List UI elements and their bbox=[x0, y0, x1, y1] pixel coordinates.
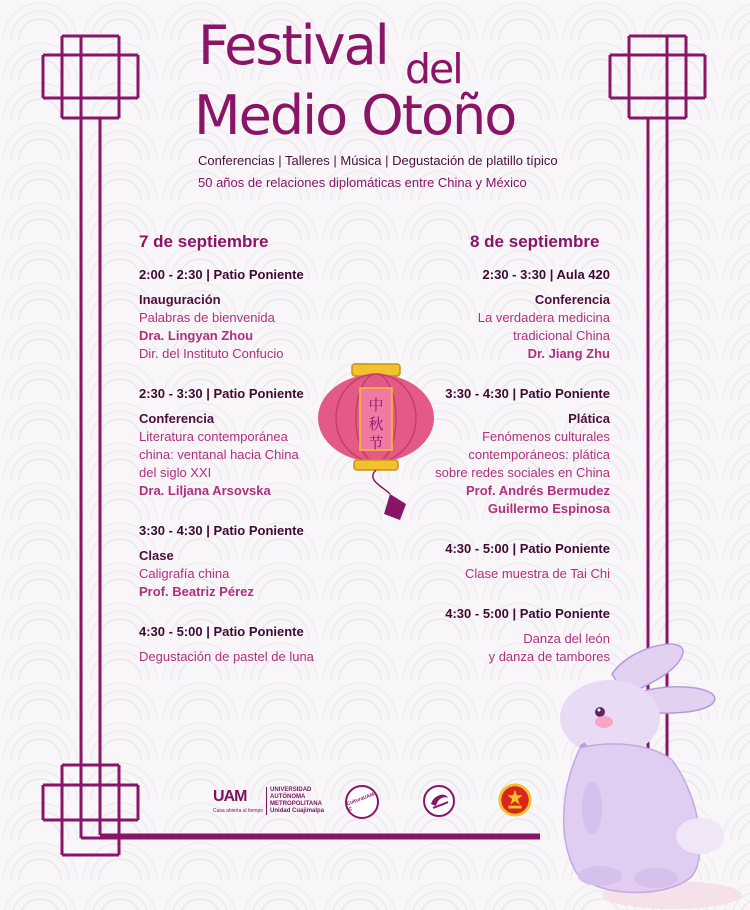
event-time: 2:30 - 3:30 | Aula 420 bbox=[482, 267, 610, 282]
event-type: Conferencia bbox=[534, 292, 610, 307]
event-speaker: Prof. Beatriz Pérez bbox=[139, 584, 254, 599]
uam-line-4: Unidad Cuajimalpa bbox=[270, 808, 325, 814]
cultura-uam-logo bbox=[345, 785, 379, 819]
event-time: 4:30 - 5:00 | Patio Poniente bbox=[445, 541, 610, 556]
event-speaker: Dra. Lingyan Zhou bbox=[139, 328, 254, 343]
event-description: y danza de tambores bbox=[488, 649, 610, 664]
event-description: del siglo XXI bbox=[139, 465, 212, 480]
event-time: 2:00 - 2:30 | Patio Poniente bbox=[139, 267, 304, 282]
event-time: 4:30 - 5:00 | Patio Poniente bbox=[139, 624, 304, 639]
event-time: 3:30 - 4:30 | Patio Poniente bbox=[445, 386, 610, 401]
event-type: Inauguración bbox=[139, 292, 221, 307]
uam-logo bbox=[213, 787, 324, 815]
rabbit-illustration bbox=[552, 640, 750, 910]
event-description: contemporáneos: plática bbox=[468, 447, 610, 462]
event-speaker: Dra. Liljana Arsovska bbox=[139, 483, 271, 498]
event-block bbox=[139, 522, 349, 601]
event-speaker: Dr. Jiang Zhu bbox=[527, 346, 610, 361]
uam-line-3: METROPOLITANA bbox=[270, 801, 322, 807]
event-description: Palabras de bienvenida bbox=[139, 310, 275, 325]
event-description: tradicional China bbox=[513, 328, 610, 343]
subtitle-activities: Conferencias | Talleres | Música | Degustación de platillo típico bbox=[198, 153, 558, 168]
lantern-tassel bbox=[384, 494, 406, 520]
event-type: Conferencia bbox=[139, 411, 215, 426]
event-time: 4:30 - 5:00 | Patio Poniente bbox=[445, 606, 610, 621]
rabbit-eye bbox=[595, 707, 605, 717]
day2-date: 8 de septiembre bbox=[470, 232, 600, 251]
event-description: sobre redes sociales en China bbox=[435, 465, 610, 480]
lantern-char-2: 秋 bbox=[368, 415, 384, 433]
event-description: Degustación de pastel de luna bbox=[139, 649, 314, 664]
rabbit-cheek bbox=[595, 716, 613, 728]
uam-logo-mark: UAM bbox=[213, 788, 247, 805]
event-description: Fenómenos culturales bbox=[482, 429, 610, 444]
day1-date: 7 de septiembre bbox=[139, 232, 269, 251]
event-type: Clase bbox=[139, 548, 174, 563]
title-medio-otono: Medio Otoño bbox=[194, 84, 516, 147]
event-description: china: ventanal hacia China bbox=[139, 447, 299, 462]
event-description: Caligrafía china bbox=[139, 566, 230, 581]
event-time: 2:30 - 3:30 | Patio Poniente bbox=[139, 386, 304, 401]
uam-line-1: UNIVERSIDAD bbox=[270, 787, 312, 793]
event-time: 3:30 - 4:30 | Patio Poniente bbox=[139, 523, 304, 538]
lantern-char-1: 中 bbox=[368, 396, 384, 414]
event-speaker: Guillermo Espinosa bbox=[487, 501, 610, 516]
event-block bbox=[398, 540, 610, 583]
event-description: Clase muestra de Tai Chi bbox=[465, 566, 610, 581]
rabbit-tail bbox=[676, 818, 724, 854]
event-speaker: Prof. Andrés Bermudez bbox=[466, 483, 610, 498]
subtitle-anniversary: 50 años de relaciones diplomáticas entre China y México bbox=[198, 175, 527, 190]
confucius-institute-logo bbox=[422, 784, 456, 818]
uam-line-2: AUTÓNOMA bbox=[270, 794, 306, 800]
lantern-char-3: 节 bbox=[368, 434, 384, 452]
event-speaker-title: Dir. del Instituto Confucio bbox=[139, 346, 284, 361]
china-emblem-logo bbox=[498, 783, 532, 817]
uam-slogan: Casa abierta al tiempo bbox=[213, 808, 264, 814]
event-description: Danza del león bbox=[523, 631, 610, 646]
event-block bbox=[139, 266, 349, 363]
lantern-bottom-cap bbox=[354, 460, 398, 470]
event-type: Plática bbox=[568, 411, 610, 426]
lantern-illustration bbox=[316, 362, 436, 526]
event-description: La verdadera medicina bbox=[477, 310, 610, 325]
title-del: del bbox=[405, 45, 462, 93]
title-festival: Festival bbox=[198, 14, 388, 77]
event-block bbox=[139, 623, 349, 666]
cultura-logo-text: CulturaUAM-C bbox=[345, 791, 377, 813]
event-block bbox=[398, 266, 610, 363]
event-description: Literatura contemporánea bbox=[139, 429, 288, 444]
